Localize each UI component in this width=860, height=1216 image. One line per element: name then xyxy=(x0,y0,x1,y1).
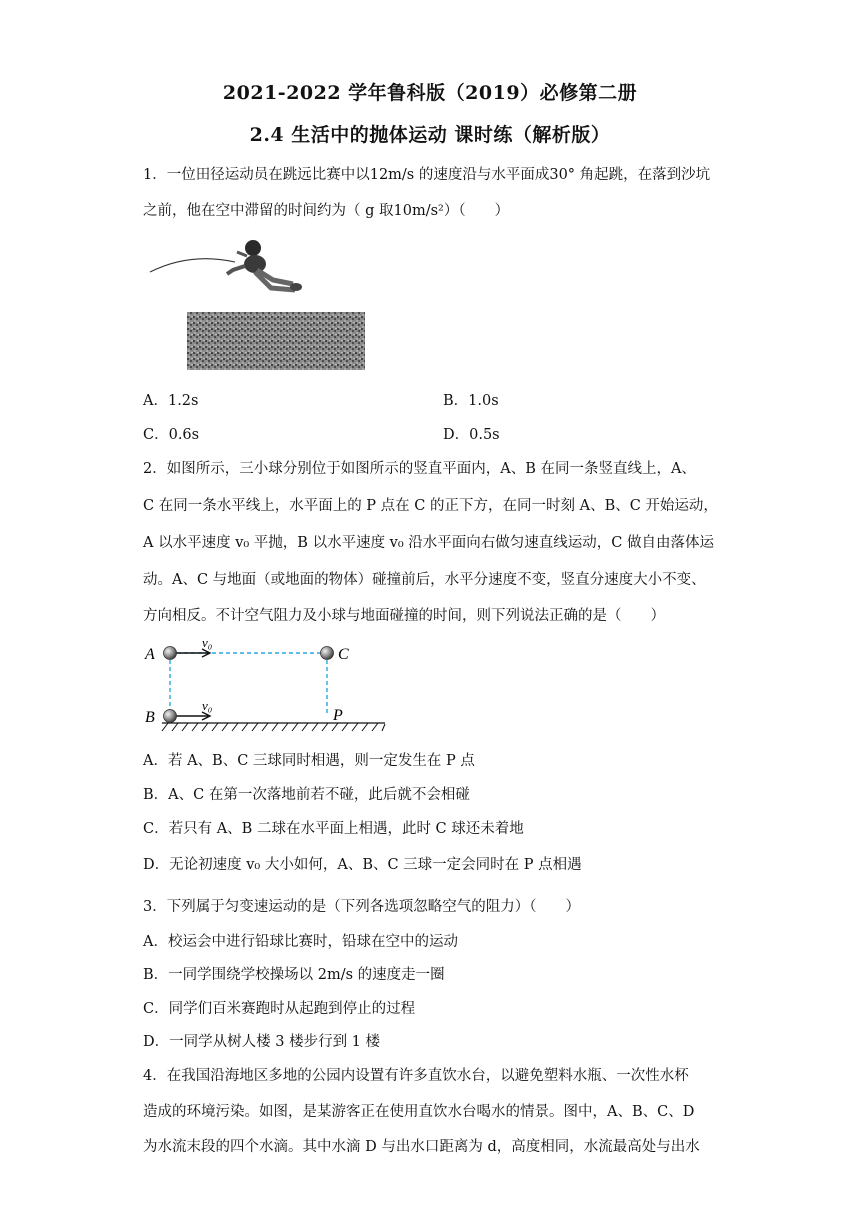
ball-c xyxy=(321,647,334,660)
q1-option-b[interactable]: B．1.0s xyxy=(443,393,499,409)
q3-option-d[interactable]: D．一同学从树人楼 3 楼步行到 1 楼 xyxy=(143,1034,381,1050)
label-a: A xyxy=(145,646,155,663)
q1-text-line1: 1．一位田径运动员在跳远比赛中以12m/s 的速度沿与水平面成30° 角起跳，在落到沙坑 xyxy=(143,167,711,183)
q2-text-line3: A 以水平速度 v₀ 平抛，B 以水平速度 v₀ 沿水平面向右做匀速直线运动，C 做自由落体运 xyxy=(143,535,714,551)
label-c: C xyxy=(338,646,349,663)
q2-option-b[interactable]: B．A、C 在第一次落地前若不碰，此后就不会相碰 xyxy=(143,787,470,803)
label-p: P xyxy=(333,707,343,724)
label-v0-a: v₀ xyxy=(202,636,213,650)
sand-pit xyxy=(187,312,365,370)
q3-option-b[interactable]: B．一同学围绕学校操场以 2m/s 的速度走一圈 xyxy=(143,967,445,983)
q2-text-line2: C 在同一条水平线上，水平面上的 P 点在 C 的正下方，在同一时刻 A、B、C 开始运动， xyxy=(143,498,718,514)
document-subtitle: 2.4 生活中的抛体运动 课时练（解析版） xyxy=(249,124,611,146)
q4-text-line3: 为水流末段的四个水滴。其中水滴 D 与出水口距离为 d，高度相同，水流最高处与出水 xyxy=(143,1139,700,1155)
athlete-icon xyxy=(227,240,302,291)
q2-text-line5: 方向相反。不计空气阻力及小球与地面碰撞的时间，则下列说法正确的是（ ） xyxy=(143,608,665,624)
q1-option-a[interactable]: A．1.2s xyxy=(143,393,199,409)
q4-text-line1: 4．在我国沿海地区多地的公园内设置有许多直饮水台，以避免塑料水瓶、一次性水杯 xyxy=(143,1068,689,1084)
label-b: B xyxy=(145,709,155,726)
document-title: 2021-2022 学年鲁科版（2019）必修第二册 xyxy=(222,82,638,104)
q1-text-line2: 之前，他在空中滞留的时间约为（ g 取10m/s²）（ ） xyxy=(143,203,510,219)
q1-option-d[interactable]: D．0.5s xyxy=(443,427,500,443)
label-v0-b: v₀ xyxy=(202,698,213,713)
q4-text-line2: 造成的环境污染。如图，是某游客正在使用直饮水台喝水的情景。图中，A、B、C、D xyxy=(143,1104,695,1120)
long-jump-figure xyxy=(145,232,375,377)
q1-option-c[interactable]: C．0.6s xyxy=(143,427,200,443)
q2-text-line4: 动。A、C 与地面（或地面的物体）碰撞前后，水平分速度不变，竖直分速度大小不变、 xyxy=(143,572,706,588)
q2-option-c[interactable]: C．若只有 A、B 二球在水平面上相遇，此时 C 球还未着地 xyxy=(143,821,524,837)
q3-option-a[interactable]: A．校运会中进行铅球比赛时，铅球在空中的运动 xyxy=(143,934,458,950)
jump-trajectory xyxy=(150,259,235,272)
ball-b xyxy=(164,710,177,723)
q3-text-line1: 3．下列属于匀变速运动的是（下列各选项忽略空气的阻力）（ ） xyxy=(143,899,580,915)
q3-option-c[interactable]: C．同学们百米赛跑时从起跑到停止的过程 xyxy=(143,1001,416,1017)
three-ball-figure xyxy=(140,636,390,734)
ball-a xyxy=(164,647,177,660)
q2-option-a[interactable]: A．若 A、B、C 三球同时相遇，则一定发生在 P 点 xyxy=(143,753,475,769)
q2-option-d[interactable]: D．无论初速度 v₀ 大小如何，A、B、C 三球一定会同时在 P 点相遇 xyxy=(143,857,582,873)
q2-text-line1: 2．如图所示，三小球分别位于如图所示的竖直平面内，A、B 在同一条竖直线上，A、 xyxy=(143,461,696,477)
